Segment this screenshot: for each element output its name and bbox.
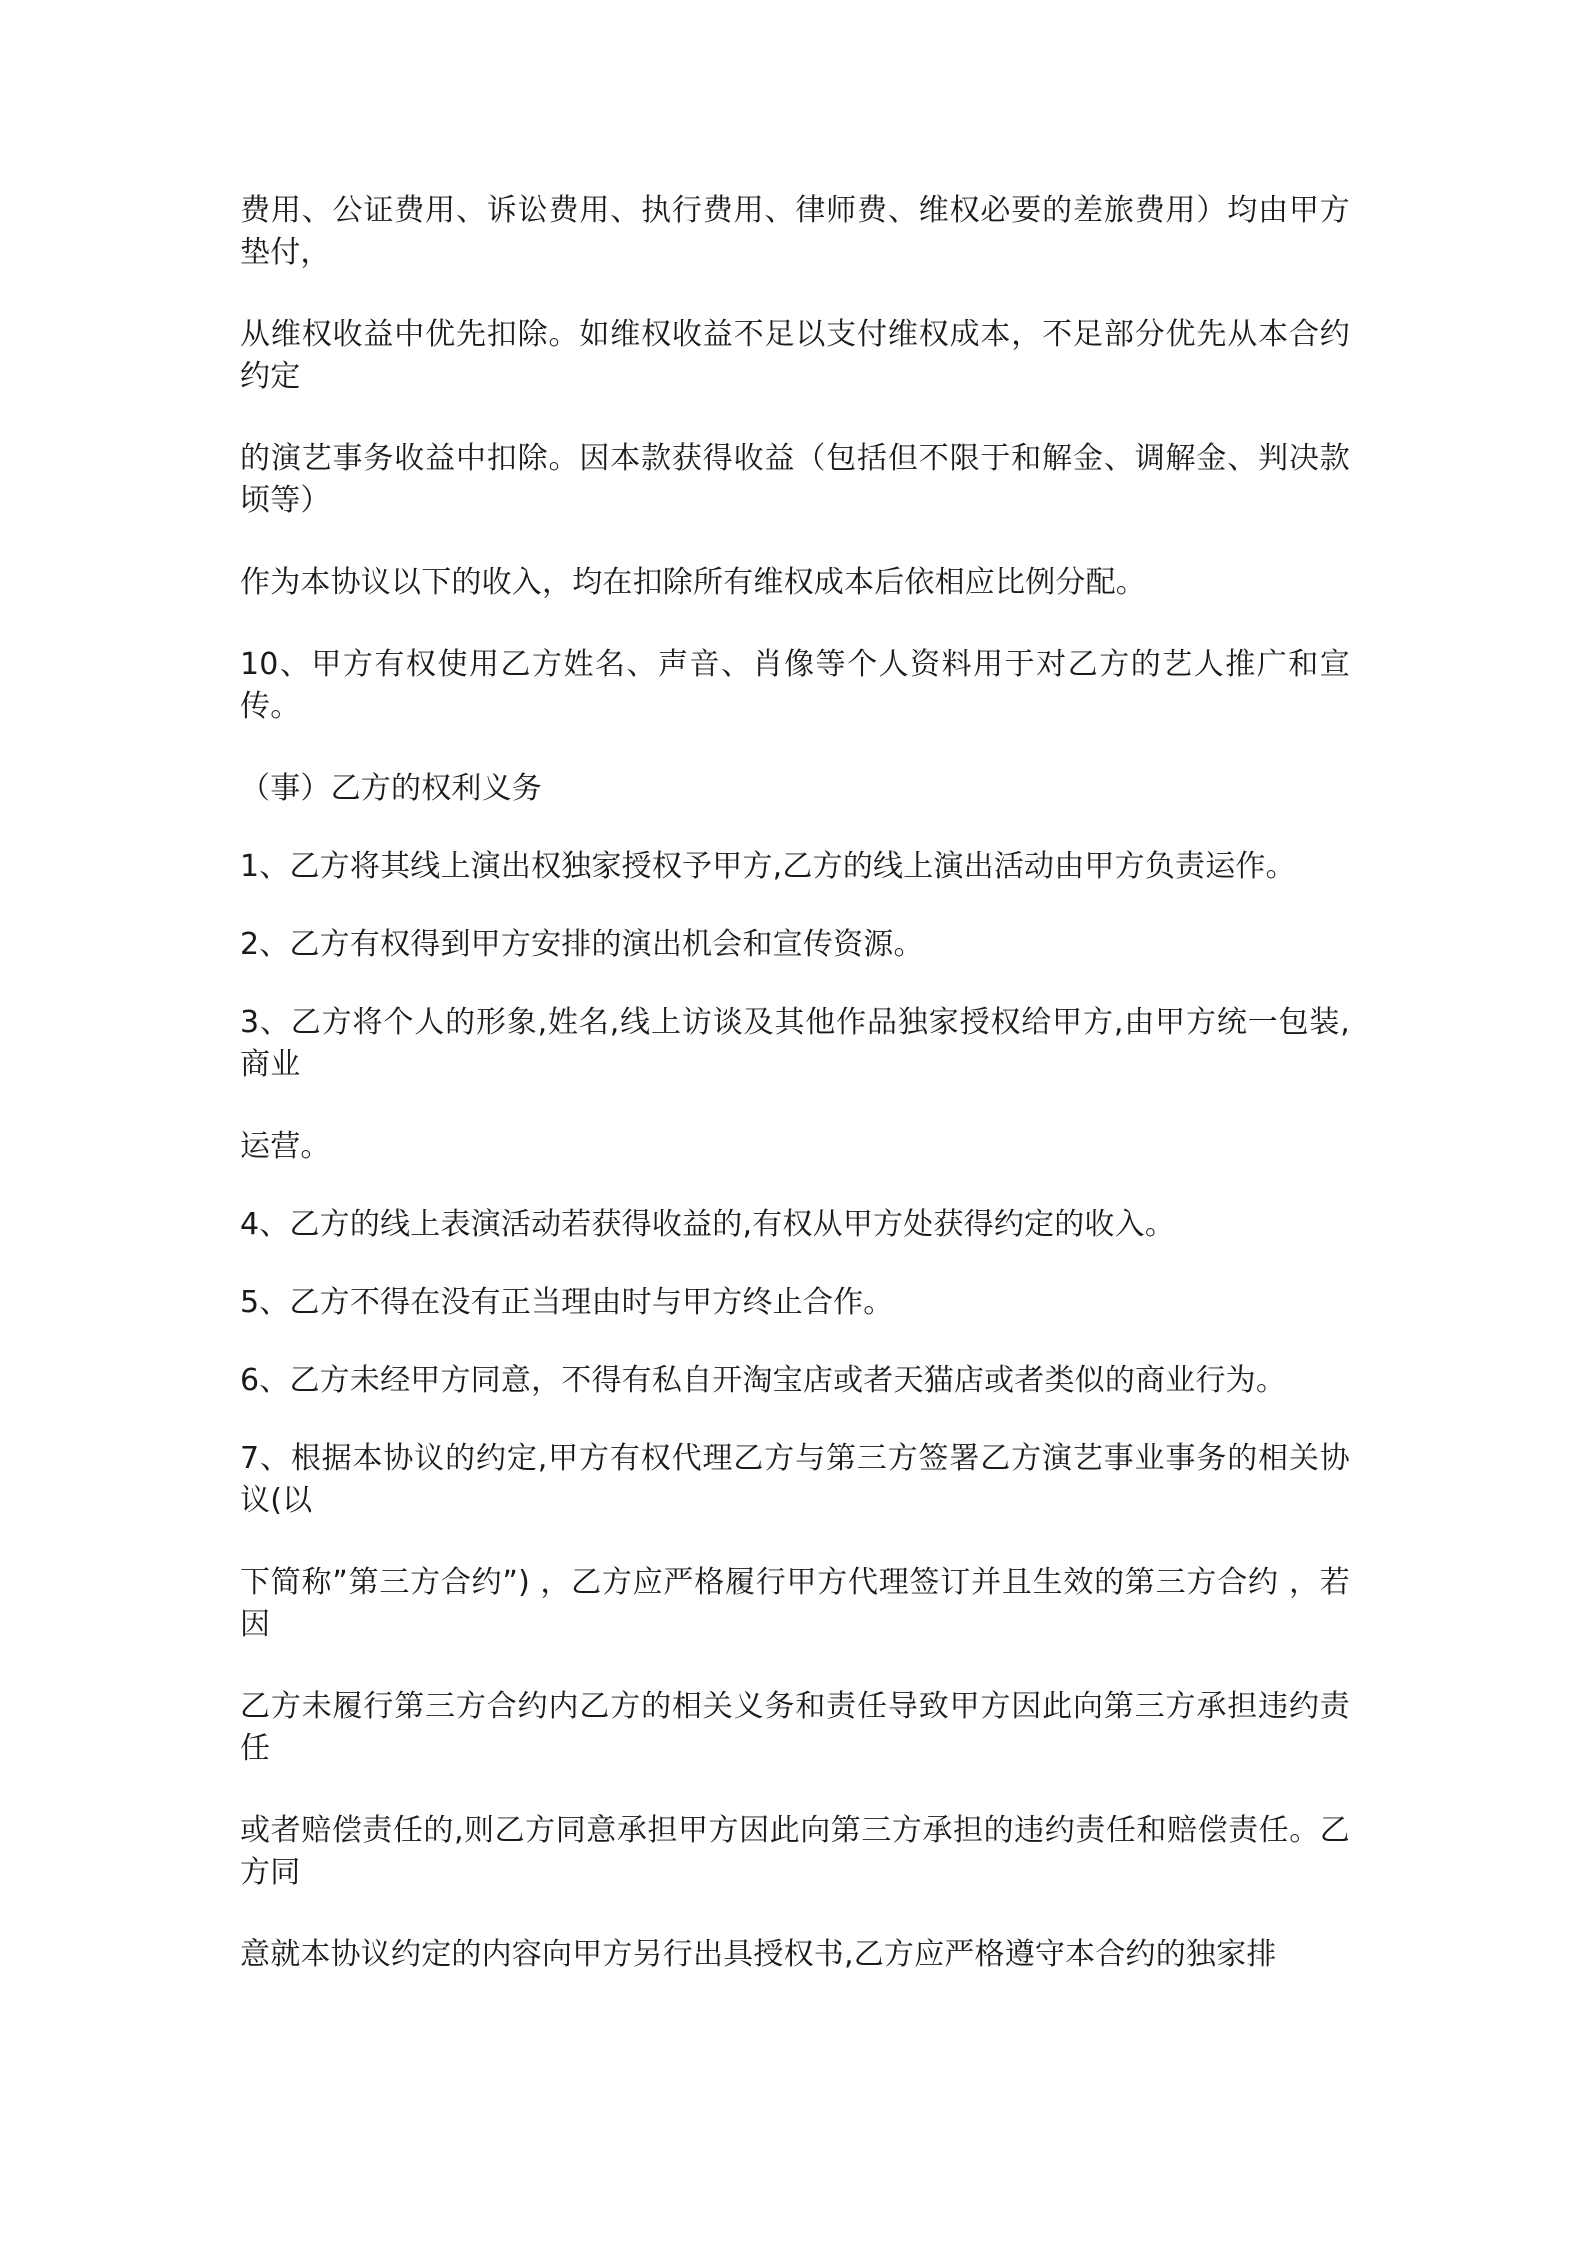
paragraph-12: 5、乙方不得在没有正当理由时与甲方终止合作。 — [240, 1285, 894, 1320]
paragraph-3: 的演艺事务收益中扣除。因本款获得收益（包括但不限于和解金、调解金、判决款顷等） — [240, 441, 1350, 518]
paragraph-15: 下简称”第三方合约”) ，乙方应严格履行甲方代理签订并且生效的第三方合约 ，若因 — [240, 1565, 1350, 1642]
paragraph-5: 10、甲方有权使用乙方姓名、声音、肖像等个人资料用于对乙方的艺人推广和宣传。 — [240, 647, 1350, 724]
paragraph-16: 乙方未履行第三方合约内乙方的相关义务和责任导致甲方因此向第三方承担违约责任 — [240, 1689, 1350, 1766]
paragraph-14: 7、根据本协议的约定,甲方有权代理乙方与第三方签署乙方演艺事业事务的相关协议(以 — [240, 1441, 1350, 1518]
paragraph-17: 或者赔偿责任的,则乙方同意承担甲方因此向第三方承担的违约责任和赔偿责任。乙方同 — [240, 1813, 1350, 1890]
paragraph-18: 意就本协议约定的内容向甲方另行出具授权书,乙方应严格遵守本合约的独家排 — [240, 1937, 1277, 1972]
paragraph-1: 费用、公证费用、诉讼费用、执行费用、律师费、维权必要的差旅费用）均由甲方垫付， — [240, 193, 1350, 270]
paragraph-4: 作为本协议以下的收入，均在扣除所有维权成本后依相应比例分配。 — [240, 565, 1146, 600]
paragraph-13: 6、乙方未经甲方同意，不得有私自开淘宝店或者天猫店或者类似的商业行为。 — [240, 1363, 1287, 1398]
paragraph-11: 4、乙方的线上表演活动若获得收益的,有权从甲方处获得约定的收入。 — [240, 1207, 1176, 1242]
paragraph-9: 3、乙方将个人的形象,姓名,线上访谈及其他作品独家授权给甲方,由甲方统一包装,商业 — [240, 1005, 1350, 1082]
paragraph-7: 1、乙方将其线上演出权独家授权予甲方,乙方的线上演出活动由甲方负责运作。 — [240, 849, 1296, 884]
document-body — [240, 190, 1350, 2016]
paragraph-2: 从维权收益中优先扣除。如维权收益不足以支付维权成本，不足部分优先从本合约约定 — [240, 317, 1350, 394]
paragraph-10: 运营。 — [240, 1129, 331, 1164]
section-heading: （事）乙方的权利义务 — [240, 771, 542, 806]
paragraph-8: 2、乙方有权得到甲方安排的演出机会和宣传资源。 — [240, 927, 924, 962]
